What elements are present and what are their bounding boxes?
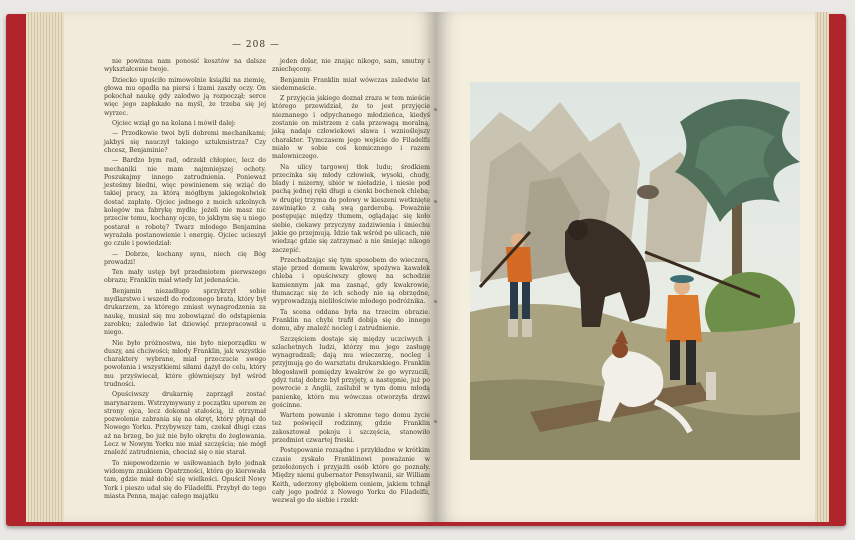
paragraph: Wartem powanie i skromne tego domu życie też poświęcił rodzinny, gdzie Franklin zakosztował pokoju i szczęścia, stanowiło przedmiot czwartej freski. [272,412,430,445]
paragraph: — Przodkowie twoi byli dobremi mechanikami; jakbyś się nauczył takiego sztukmistrza? Czy chcesz, Benjaminie? [104,130,266,154]
paragraph: Ojciec wziął go na kolana i mówił dalej: [112,120,236,128]
text-column-right [272,58,430,505]
binding-stitch [434,200,437,203]
paragraph: Szczęściem dostaje się między uczciwych i szlachetnych ludzi, którzy mu jego zasługę wynagradzali; dają mu wieczerzę, nocleg i przyjmują go do warsztatu drukarskiego. Franklin błogosławił pomiędzy kwakrów że go wyrzucili, gdyż tutaj dobrze był przyjęty, a następnie, już po powrocie z Anglii, zaślubił w tym domu młodą panienkę, która mu wówczas otworzyła drzwi gościnne. [272,335,430,409]
paragraph: Z przyjęcia jakiego doznał zrazu w tem mieście którego przewidział, że to jest przyjęcie nieznanego i odpychanego młodzieńca, kiedyś zostanie on mistrzem z cała przewagą moralną, jaką nadaje człowiekowi sława i wznioślejszy charakter. Tymczasem jego wejście do Filadelfii miało w sobie coś komicznego i razem malowniczego. [272,95,430,161]
paragraph: Benjamin Franklin miał wówczas zaledwie lat siedemnaście. [272,76,430,92]
binding-stitch [434,300,437,303]
page-number: — 208 — [232,40,280,50]
hunting-scene-illustration [470,82,800,460]
hunter-right-coat [666,295,702,342]
illustration-artwork [470,82,800,460]
paragraph: Opuściwszy drukarnię zaprzągł zostać marynarzem. Wstrzymywany z początku uporem ze strony ojca, lecz dokonał stałością, iż otrzymał pozwolenie zabrania się na okręt, który płynął do Nowego Yorku. Przybywszy tam, czekał długi czas aż na brzeg, bo już nie było okrętu do żeglowania. Lecz w Nowym Yorku nie miał szczęścia; nie mógł znaleźć zatrudnienia, chociaż się o nie starał. [104,391,266,457]
paragraph: Postępowanie rozsądne i przykładne w krótkim czasie zyskało Franklinowi poważanie w przełożonych i przyjaźń osób które go poznały. Między niemi gubernator Pensylwanii, sir William Keith, uderzony głębokiem ceniem, jakiem tchnął cały jego podróż z Nowego Yorku do Filadelfii, wezwał go do siebie i rzekł: [272,447,430,505]
text-column-left [104,58,266,498]
paragraph: — Dobrze, kochany synu, niech cię Bóg prowadzi! [104,250,266,266]
paragraph: jeden dolar, nie znając nikogo, sam, smutny i zniechęcony. [272,58,430,74]
paragraph: Ten mały ustęp był przedmiotem pierwszego obrazu; Franklin miał wtedy lat jedenaście. [104,269,266,285]
paragraph: Benjamin niezadługo sprzykrzył sobie mydlarstwo i wszedł do rodzonego brata, który był drukarzem, za którego zmiast wynagrodzenia za naukę, musiał się mu zobowiązać do odstąpienia zarobku; zaledwie lat dziewięć przepracował u niego. [104,287,266,337]
paragraph: Dziecko upuściło mimowolnie książki na ziemię, głowa mu opadła na piersi i łzami zaszły oczy. On pokochał naukę gdy zalodwo ją rozpoczął; serce więc jego zapłakało na myśl, że trzeba się jej wyrzec. [104,76,266,117]
paragraph: Nie było próżnostwa, nie było nieporządku w duszy, ani chciwości; młody Franklin, jak wszystkie charaktery wybrane, miał przeczucie swego powołania i wszystkiemi siłami dążył do celu, który mu przyświecał, które główniejszy był wśród trudności. [104,339,266,388]
paragraph: Przechadzając się tym sposobem do wieczora, staje przed domem kwakrów, spożywa kawałek chleba i opuściwszy głowę na schodzie kamiennym jak ma zasnąć, gdy kwakrowie, tłumacząc się że ich schody nie są obrzędne, wyprowadzają nieliłościwie młodego podróżnika. [272,256,430,306]
binding-stitch [434,108,437,111]
left-page-edges [26,12,64,522]
paragraph: — Bardzo bym rad, odrzekł chłopiec, lecz do mechaniki nie mam najmniejszej ochoty. Poszukajmy innego zatrudnienia. Ponieważ jesteśmy biedni, więc powinienem się wziąć do takiej pracy, za którą mógłbym jakiegokolwiek dostać zapłatę. Ojciec jednego z moich szkolnych kolegów ma fabrykę mydła; jeżeli nie masz nic przeciw temu, kochany ojcze, to jakbym się u niego postarał o robotę? Twarz młodego Benjamina wyrażała postanowienie i energię. Ojciec ucieszył go czule i powiedział: [104,157,266,248]
right-page-edges [815,12,829,522]
distant-bear [637,185,659,199]
paragraph: Ta scena oddana była na trzecim obrazie. Franklin na chybi trafił dobija się do innego domu, aby znaleźć nocleg i zatrudnienie. [272,308,430,333]
paragraph: Na ulicy targowej tłok ludu; środkiem przecinka się młody człowiek, wysoki, chudy, blady i mizerny, ubiór w nieładzie, i niesie pod pachą jednej ręki długi a cienki bochenek chleba; w drugiej trzyma do połowy w kieszeni wetknięte zawiniątko z całą swą garderobą. Poważnie postępując między tłumem, oglądając się koło siebie, ciekawy przyczyny zadziwienia i śmiechu jakie go przejmują. Idzie tak wśród po ulicach, nie wiedząc gdzie się zatrzymać a nie śmiejąc nikogo zaczepić. [272,163,430,254]
binding-stitch [434,420,437,423]
paragraph: To niepowodzenie w usiłowaniach było jednak widomym znakiem Opatrzności, która go kierowała tam, gdzie miał dobić się wielkości. Opuścił Nowy York i pieszo udał się do Filadelfii. Przybył do tego miasta Penna, mając całego majątku [104,459,266,500]
paragraph: nie powinna nam ponosić kosztów na dalsze wykształcenie twoje. [104,58,266,74]
